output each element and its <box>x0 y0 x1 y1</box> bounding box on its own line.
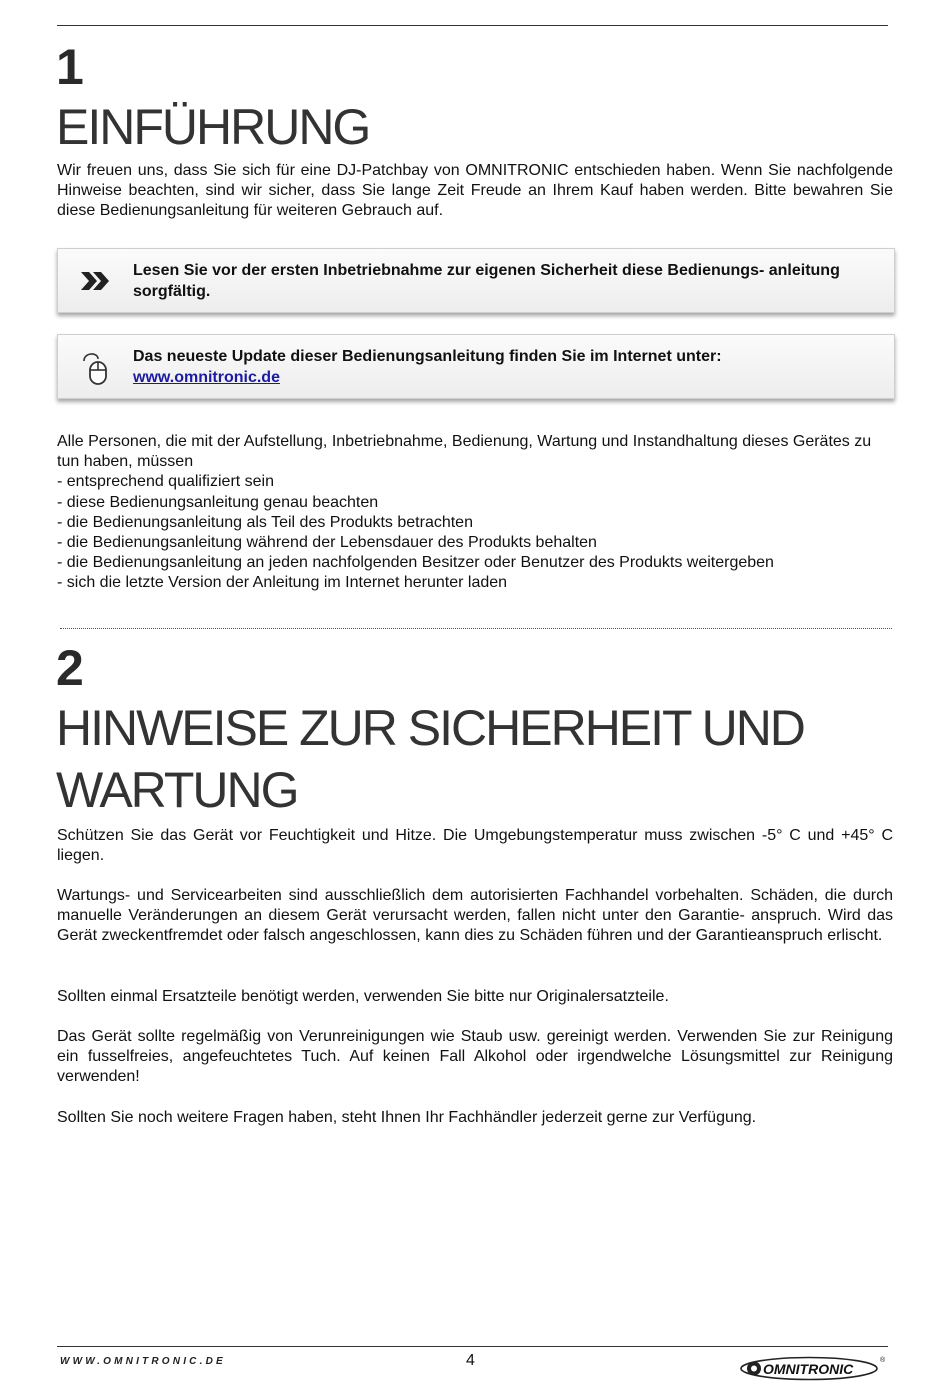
safety-paragraph-questions: Sollten Sie noch weitere Fragen haben, steht Ihnen Ihr Fachhändler jederzeit gerne zur Verfügung. <box>57 1109 757 1126</box>
list-item: - entsprechend qualifiziert sein <box>57 473 275 491</box>
section-2-title-line-2: WARTUNG <box>56 762 298 818</box>
persons-intro: Alle Personen, die mit der Aufstellung, Inbetriebnahme, Bedienung, Wartung und Instandhaltung dieses Gerätes zu tun haben, müssen <box>57 433 872 471</box>
notice-update-text: Das neueste Update dieser Bedienungsanleitung finden Sie im Internet unter: <box>133 348 722 365</box>
notice-update-box <box>57 334 895 399</box>
section-1-number: 1 <box>56 39 84 95</box>
list-item: - die Bedienungsanleitung an jeden nachfolgenden Besitzer oder Benutzer des Produkts weitergeben <box>57 554 774 572</box>
requirements-list <box>57 472 893 593</box>
list-item: - die Bedienungsanleitung als Teil des Produkts betrachten <box>57 513 473 531</box>
computer-mouse-icon <box>78 349 114 385</box>
safety-paragraph-spare-parts: Sollten einmal Ersatzteile benötigt werden, verwenden Sie bitte nur Originalersatzteile. <box>57 988 669 1005</box>
omnitronic-logo <box>739 1355 887 1381</box>
list-item: - die Bedienungsanleitung während der Lebensdauer des Produkts behalten <box>57 534 597 552</box>
list-item: - sich die letzte Version der Anleitung im Internet herunter laden <box>57 574 508 592</box>
intro-paragraph: Wir freuen uns, dass Sie sich für eine DJ-Patchbay von OMNITRONIC entschieden haben. Wenn Sie nachfolgende Hinweise beachten, sind wir sicher, dass Sie lange Zeit Freude an Ihrem Kauf haben werden. Bitte bewahren Sie diese Bedienungsanleitung für weiteren Gebrauch auf. <box>57 162 893 220</box>
omnitronic-website-link[interactable]: www.omnitronic.de <box>133 368 280 386</box>
top-rule <box>57 25 888 26</box>
bottom-rule <box>57 1346 888 1347</box>
safety-paragraph-cleaning: Das Gerät sollte regelmäßig von Verunreinigungen wie Staub usw. gereinigt werden. Verwenden Sie zur Reinigung ein fusselfreies, angefeuchtetes Tuch. Auf keinen Fall Alkohol oder irgendwelche Lösungsmittel zur Reinigung verwenden! <box>57 1028 893 1086</box>
notice-read-box <box>57 248 895 313</box>
notice-read-text: Lesen Sie vor der ersten Inbetriebnahme zur eigenen Sicherheit diese Bedienungs- anleitung sorgfältig. <box>133 262 840 300</box>
logo-text: OMNITRONIC <box>763 1361 854 1377</box>
double-chevron-icon <box>78 263 114 299</box>
section-2-title-line-1: HINWEISE ZUR SICHERHEIT UND <box>56 700 804 756</box>
page-number: 4 <box>466 1352 475 1369</box>
notice-update-text-block <box>133 347 853 388</box>
list-item: - diese Bedienungsanleitung genau beachten <box>57 493 379 511</box>
section-divider <box>60 628 892 629</box>
safety-paragraph-service: Wartungs- und Servicearbeiten sind ausschließlich dem autorisierten Fachhandel vorbehalten. Schäden, die durch manuelle Veränderungen an diesem Gerät verursacht werden, fallen nicht unter den Garantie- anspruch. Wird das Gerät zweckentfremdet oder falsch angeschlossen, kann dies zu Schäden führen und der Garantieanspruch erlischt. <box>57 887 893 945</box>
safety-paragraph-temperature: Schützen Sie das Gerät vor Feuchtigkeit und Hitze. Die Umgebungstemperatur muss zwischen -5° C und +45° C liegen. <box>57 827 893 865</box>
section-2-number: 2 <box>56 640 84 696</box>
persons-requirements <box>57 432 893 594</box>
section-1-title: EINFÜHRUNG <box>56 99 370 155</box>
registered-mark: ® <box>880 1357 886 1364</box>
footer-url: WWW.OMNITRONIC.DE <box>60 1356 226 1367</box>
